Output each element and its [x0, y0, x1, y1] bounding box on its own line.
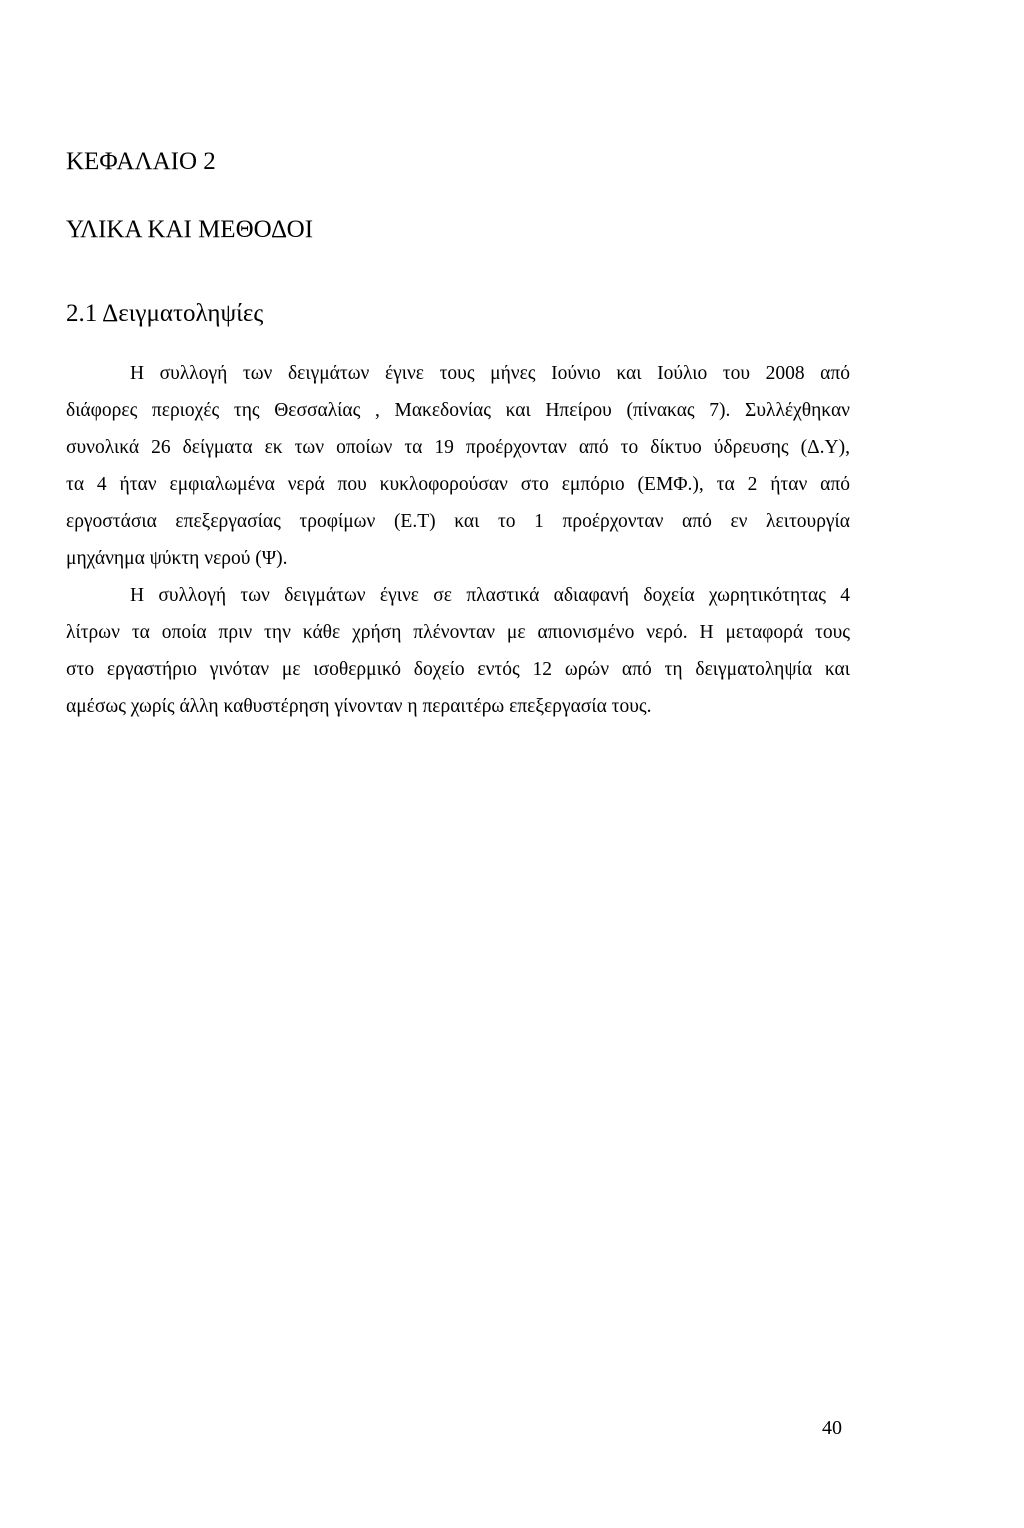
paragraph-1-line: διάφορες περιοχές της Θεσσαλίας , Μακεδονίας και Ηπείρου (πίνακας 7). Συλλέχθηκαν: [66, 400, 850, 421]
paragraph-2-line: στο εργαστήριο γινόταν με ισοθερμικό δοχείο εντός 12 ωρών από τη δειγματοληψία και: [66, 659, 850, 680]
paragraph-2-line: λίτρων τα οποία πριν την κάθε χρήση πλένονταν με απιονισμένο νερό. Η μεταφορά τους: [66, 622, 850, 643]
paragraph-1-line: συνολικά 26 δείγματα εκ των οποίων τα 19 προέρχονταν από το δίκτυο ύδρευσης (Δ.Υ),: [66, 437, 850, 458]
paragraph-1-line: Η συλλογή των δειγμάτων έγινε τους μήνες Ιούνιο και Ιούλιο του 2008 από: [130, 363, 850, 384]
paragraph-1-line: μηχάνημα ψύκτη νερού (Ψ).: [66, 548, 288, 569]
paragraph-2-line: αμέσως χωρίς άλλη καθυστέρηση γίνονταν η περαιτέρω επεξεργασία τους.: [66, 696, 652, 717]
chapter-label: ΚΕΦΑΛΑΙΟ 2: [66, 148, 216, 175]
section-heading: 2.1 Δειγματοληψίες: [66, 300, 264, 327]
paragraph-1-line: εργοστάσια επεξεργασίας τροφίμων (Ε.Τ) και το 1 προέρχονταν από εν λειτουργία: [66, 511, 850, 532]
paragraph-1-line: τα 4 ήταν εμφιαλωμένα νερά που κυκλοφορούσαν στο εμπόριο (ΕΜΦ.), τα 2 ήταν από: [66, 474, 850, 495]
chapter-title: ΥΛΙΚΑ ΚΑΙ ΜΕΘΟΔΟΙ: [66, 216, 314, 243]
page-number: 40: [822, 1417, 842, 1439]
paragraph-2-line: Η συλλογή των δειγμάτων έγινε σε πλαστικά αδιαφανή δοχεία χωρητικότητας 4: [130, 585, 850, 606]
